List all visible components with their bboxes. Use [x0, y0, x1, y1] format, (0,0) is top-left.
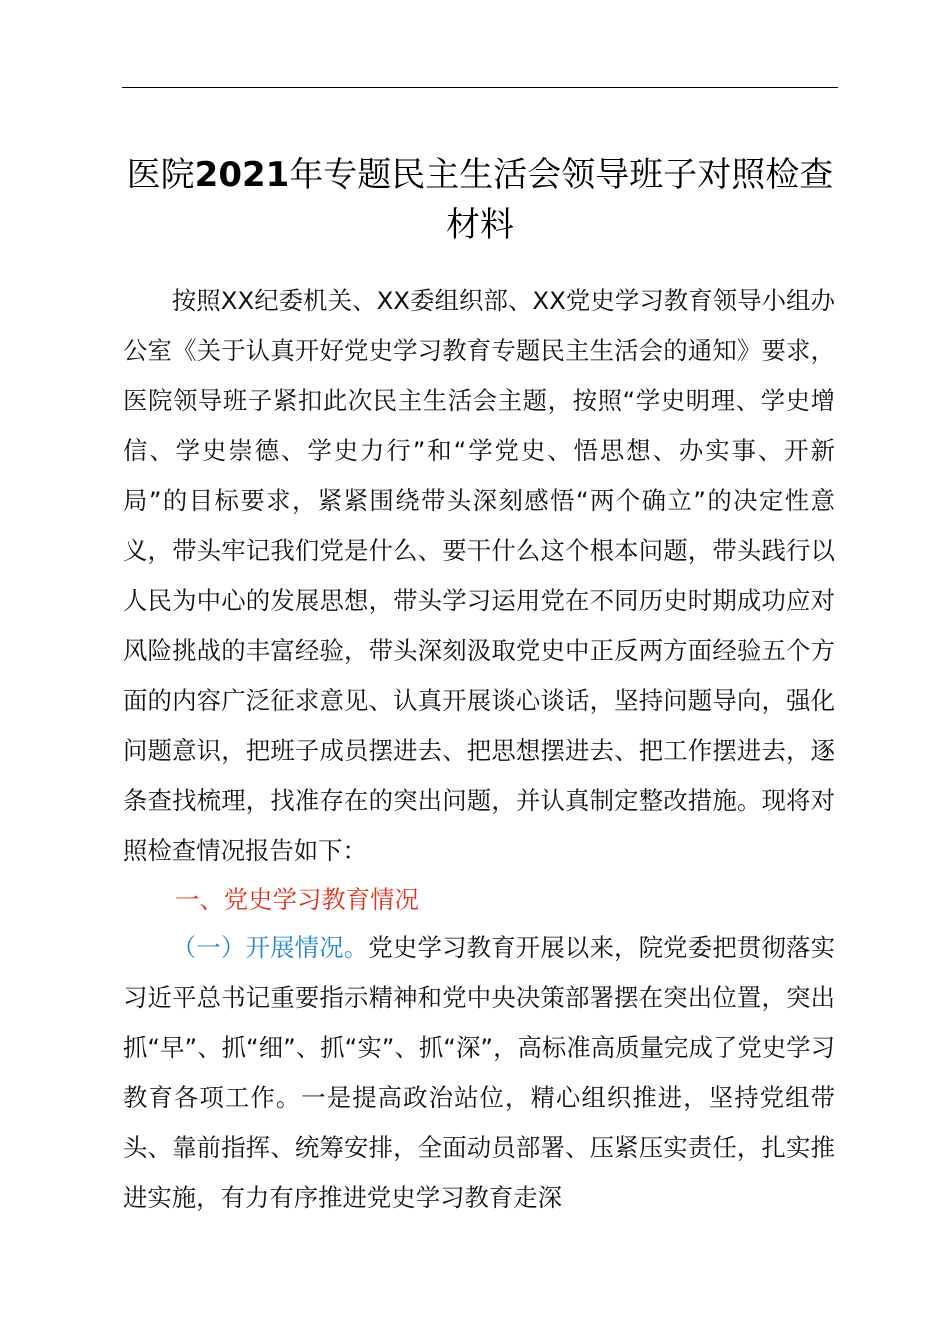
- subsection-paragraph: [123, 923, 835, 1223]
- intro-paragraph: 按照XX纪委机关、XX委组织部、XX党史学习教育领导小组办公室《关于认真开好党史学习教育专题民主生活会的通知》要求，医院领导班子紧扣此次民主生活会主题，按照“学史明理、学史增信、学史崇德、学史力行”和“学党史、悟思想、办实事、开新局”的目标要求，紧紧围绕带头深刻感悟“两个确立”的决定性意义，带头牢记我们党是什么、要干什么这个根本问题，带头践行以人民为中心的发展思想，带头学习运用党在不同历史时期成功应对风险挑战的丰富经验，带头深刻汲取党史中正反两方面经验五个方面的内容广泛征求意见、认真开展谈心谈话，坚持问题导向，强化问题意识，把班子成员摆进去、把思想摆进去、把工作摆进去，逐条查找梳理，找准存在的突出问题，并认真制定整改措施。现将对照检查情况报告如下：: [123, 286, 835, 865]
- subsection-text: 党史学习教育开展以来，院党委把贯彻落实习近平总书记重要指示精神和党中央决策部署摆在突出位置，突出抓“早”、抓“细”、抓“实”、抓“深”，高标准高质量完成了党史学习教育各项工作。一是提高政治站位，精心组织推进，坚持党组带头、靠前指挥、统筹安排，全面动员部署、压紧压实责任，扎实推进实施，有力有序推进党史学习教育走深: [123, 933, 835, 1212]
- document-title: [110, 150, 850, 250]
- header-rule: [122, 87, 838, 88]
- section-heading: 一、党史学习教育情况: [175, 885, 419, 914]
- subsection-label: （一）开展情况。: [171, 933, 369, 962]
- title-year: 2021: [194, 155, 290, 195]
- title-suffix: 年专题民主生活会领导班子对照检查材料: [289, 155, 834, 245]
- title-prefix: 医院: [126, 155, 195, 195]
